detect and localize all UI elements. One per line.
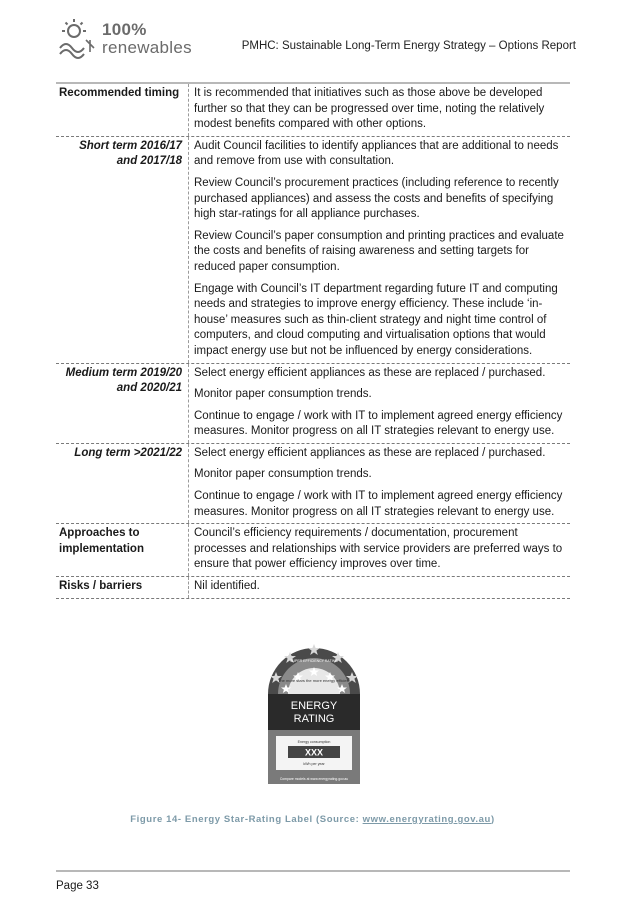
- label-title-rating: RATING: [293, 713, 335, 725]
- row-paragraph: Select energy efficient appliances as these are replaced / purchased.: [194, 446, 546, 459]
- logo-number: 100%: [102, 20, 147, 39]
- label-stars-text: The more stars the more energy efficient: [278, 678, 350, 683]
- row-label: Risks / barriers: [56, 577, 189, 598]
- row-content: [189, 364, 570, 443]
- table-row: [56, 364, 570, 444]
- row-label: Recommended timing: [56, 84, 189, 136]
- row-content: [189, 524, 570, 576]
- label-footer: Compare models at www.energyrating.gov.au: [279, 777, 349, 781]
- caption-suffix: ): [490, 814, 495, 825]
- row-label: Approaches to implementation: [56, 524, 189, 576]
- label-title-energy: ENERGY: [290, 700, 338, 712]
- row-content: [189, 137, 570, 363]
- row-label: Medium term 2019/20 and 2020/21: [56, 364, 189, 443]
- footer-divider: [56, 870, 570, 872]
- row-paragraph: Monitor paper consumption trends.: [194, 468, 372, 481]
- energy-rating-label-icon: [264, 632, 364, 804]
- label-consumption-label: Energy consumption: [297, 740, 331, 744]
- energy-rating-label-image: [264, 632, 364, 804]
- page-number: Page 33: [56, 880, 99, 892]
- row-content: [189, 444, 570, 523]
- table-row: [56, 84, 570, 137]
- page-header: [56, 18, 576, 62]
- table-row: [56, 444, 570, 524]
- report-title: PMHC: Sustainable Long-Term Energy Strategy – Options Report: [241, 40, 576, 52]
- row-content: [189, 577, 570, 598]
- row-paragraph: Continue to engage / work with IT to implement agreed energy efficiency measures. Monitor progress on all IT strategies relevant to energy use.: [194, 490, 563, 518]
- row-paragraph: Review Council’s procurement practices (including reference to recently purchased appliances) and assess the costs and benefits of specifying high star-ratings for all appliance purchases.: [194, 176, 559, 221]
- label-consumption-value: XXX: [304, 747, 324, 758]
- table-row: [56, 524, 570, 577]
- row-content: [189, 84, 570, 136]
- label-unit: kWh per year: [303, 762, 325, 766]
- row-paragraph: Review Council’s paper consumption and printing practices and evaluate the costs and benefits of raising awareness and setting targets for reduced paper consumption.: [194, 229, 564, 273]
- label-arc-text: SUPER EFFICIENCY RATING: [290, 659, 338, 663]
- row-paragraph: Continue to engage / work with IT to implement agreed energy efficiency measures. Monitor progress on all IT strategies relevant to energy use.: [194, 409, 563, 438]
- row-label: Long term >2021/22: [56, 444, 189, 523]
- logo-word: renewables: [102, 38, 192, 57]
- logo: [56, 18, 206, 62]
- row-paragraph: Engage with Council’s IT department regarding future IT and computing needs and strategies to improve energy efficiency. These include ‘in-house’ measures such as thin-client strategy and night time control of computers, and cloud computing and virtualisation options that would impact energy use but not be influenced by energy considerations.: [194, 282, 558, 357]
- row-paragraph: Monitor paper consumption trends.: [194, 388, 372, 401]
- row-paragraph: It is recommended that initiatives such as those above be developed further so that they can be progressed over time, noting the relatively modest benefits compared with other options.: [194, 87, 545, 131]
- caption-prefix: Figure 14- Energy Star-Rating Label (Source:: [130, 814, 363, 825]
- figure-caption: [0, 814, 625, 825]
- row-paragraph: Council’s efficiency requirements / documentation, procurement processes and relationships with service providers are preferred ways to ensure that power efficiency improves over time.: [194, 527, 563, 571]
- row-paragraph: Audit Council facilities to identify appliances that are additional to needs and remove from use with consultation.: [194, 139, 559, 168]
- table-row: [56, 577, 570, 599]
- sun-icon: [56, 18, 100, 62]
- row-paragraph: Select energy efficient appliances as these are replaced / purchased.: [194, 366, 546, 379]
- caption-source-link[interactable]: www.energyrating.gov.au: [362, 814, 491, 825]
- timing-table: [56, 84, 570, 599]
- row-label: Short term 2016/17 and 2017/18: [56, 137, 189, 363]
- row-paragraph: Nil identified.: [194, 580, 260, 593]
- table-row: [56, 137, 570, 364]
